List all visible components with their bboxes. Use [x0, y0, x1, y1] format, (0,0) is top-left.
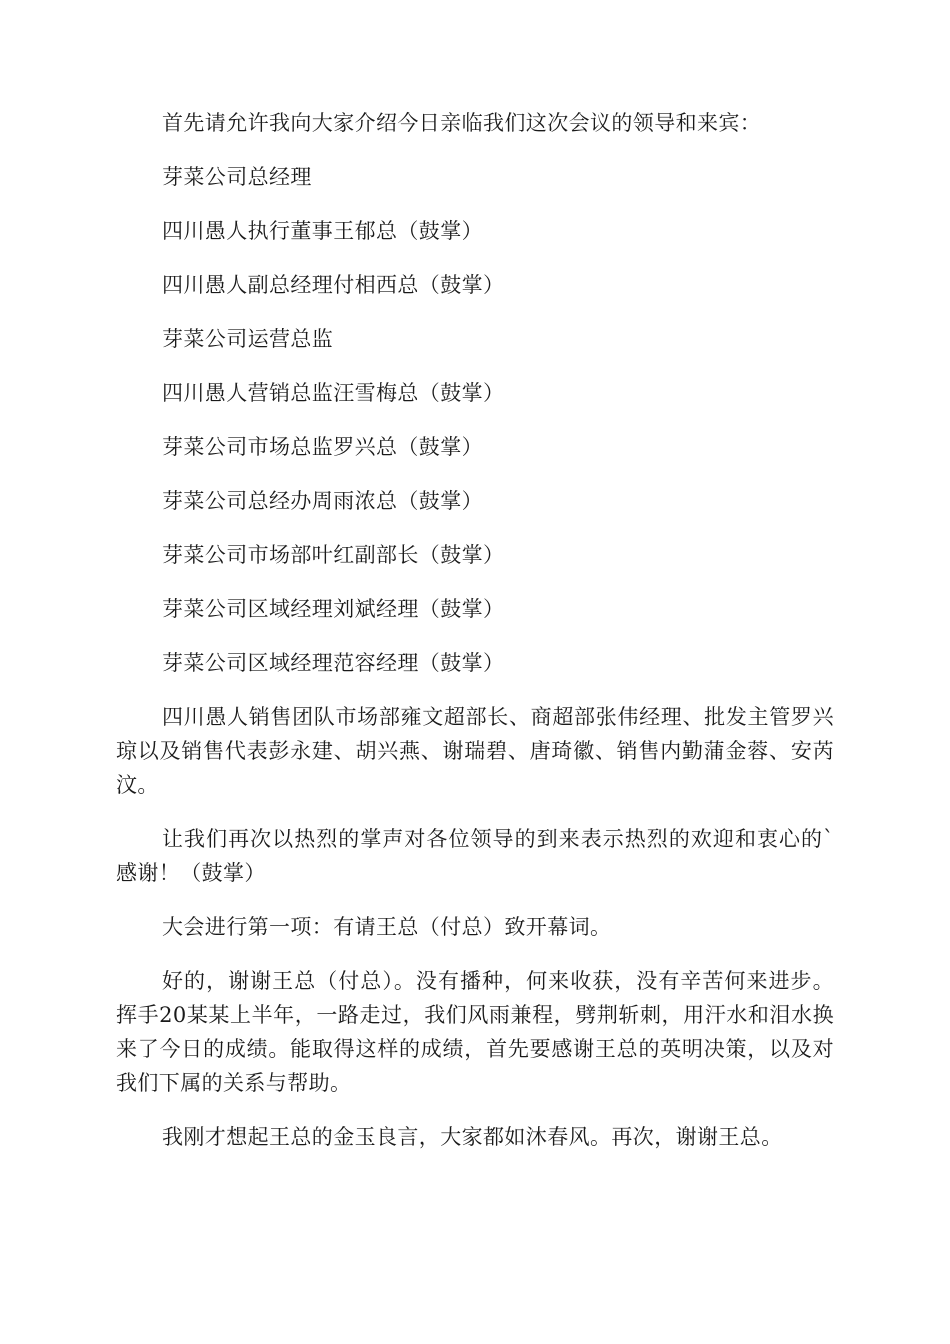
paragraph-guest: 芽菜公司运营总监: [162, 327, 334, 351]
paragraph-guest: 芽菜公司区域经理范容经理（鼓掌）: [162, 651, 505, 675]
paragraph-applause: 让我们再次以热烈的掌声对各位领导的到来表示热烈的欢迎和衷心的`感谢！（鼓掌）: [116, 827, 834, 885]
paragraph-guest: 芽菜公司区域经理刘斌经理（鼓掌）: [162, 597, 505, 621]
paragraph-guest: 芽菜公司总经办周雨浓总（鼓掌）: [162, 489, 483, 513]
paragraph-guest: 四川愚人营销总监汪雪梅总（鼓掌）: [162, 381, 505, 405]
paragraph-closing: 我刚才想起王总的金玉良言，大家都如沐春风。再次，谢谢王总。: [162, 1125, 783, 1149]
document-body: [116, 106, 834, 1174]
paragraph-guest: 芽菜公司市场总监罗兴总（鼓掌）: [162, 435, 483, 459]
paragraph-sales-team: 四川愚人销售团队市场部雍文超部长、商超部张伟经理、批发主管罗兴琼以及销售代表彭永建、胡兴燕、谢瑞碧、唐琦徽、销售内勤蒲金蓉、安芮汶。: [116, 705, 834, 797]
paragraph-agenda-item: 大会进行第一项：有请王总（付总）致开幕词。: [162, 915, 612, 939]
paragraph-guest: 四川愚人执行董事王郁总（鼓掌）: [162, 219, 483, 243]
paragraph-thanks: 好的，谢谢王总（付总）。没有播种，何来收获，没有辛苦何来进步。挥手20某某上半年，一路走过，我们风雨兼程，劈荆斩刺，用汗水和泪水换来了今日的成绩。能取得这样的成绩，首先要感谢王总的英明决策，以及对我们下属的关系与帮助。: [116, 969, 834, 1095]
paragraph-guest: 四川愚人副总经理付相西总（鼓掌）: [162, 273, 505, 297]
paragraph-guest: 芽菜公司市场部叶红副部长（鼓掌）: [162, 543, 505, 567]
paragraph-guest: 芽菜公司总经理: [162, 165, 312, 189]
paragraph-intro: 首先请允许我向大家介绍今日亲临我们这次会议的领导和来宾：: [162, 111, 762, 135]
